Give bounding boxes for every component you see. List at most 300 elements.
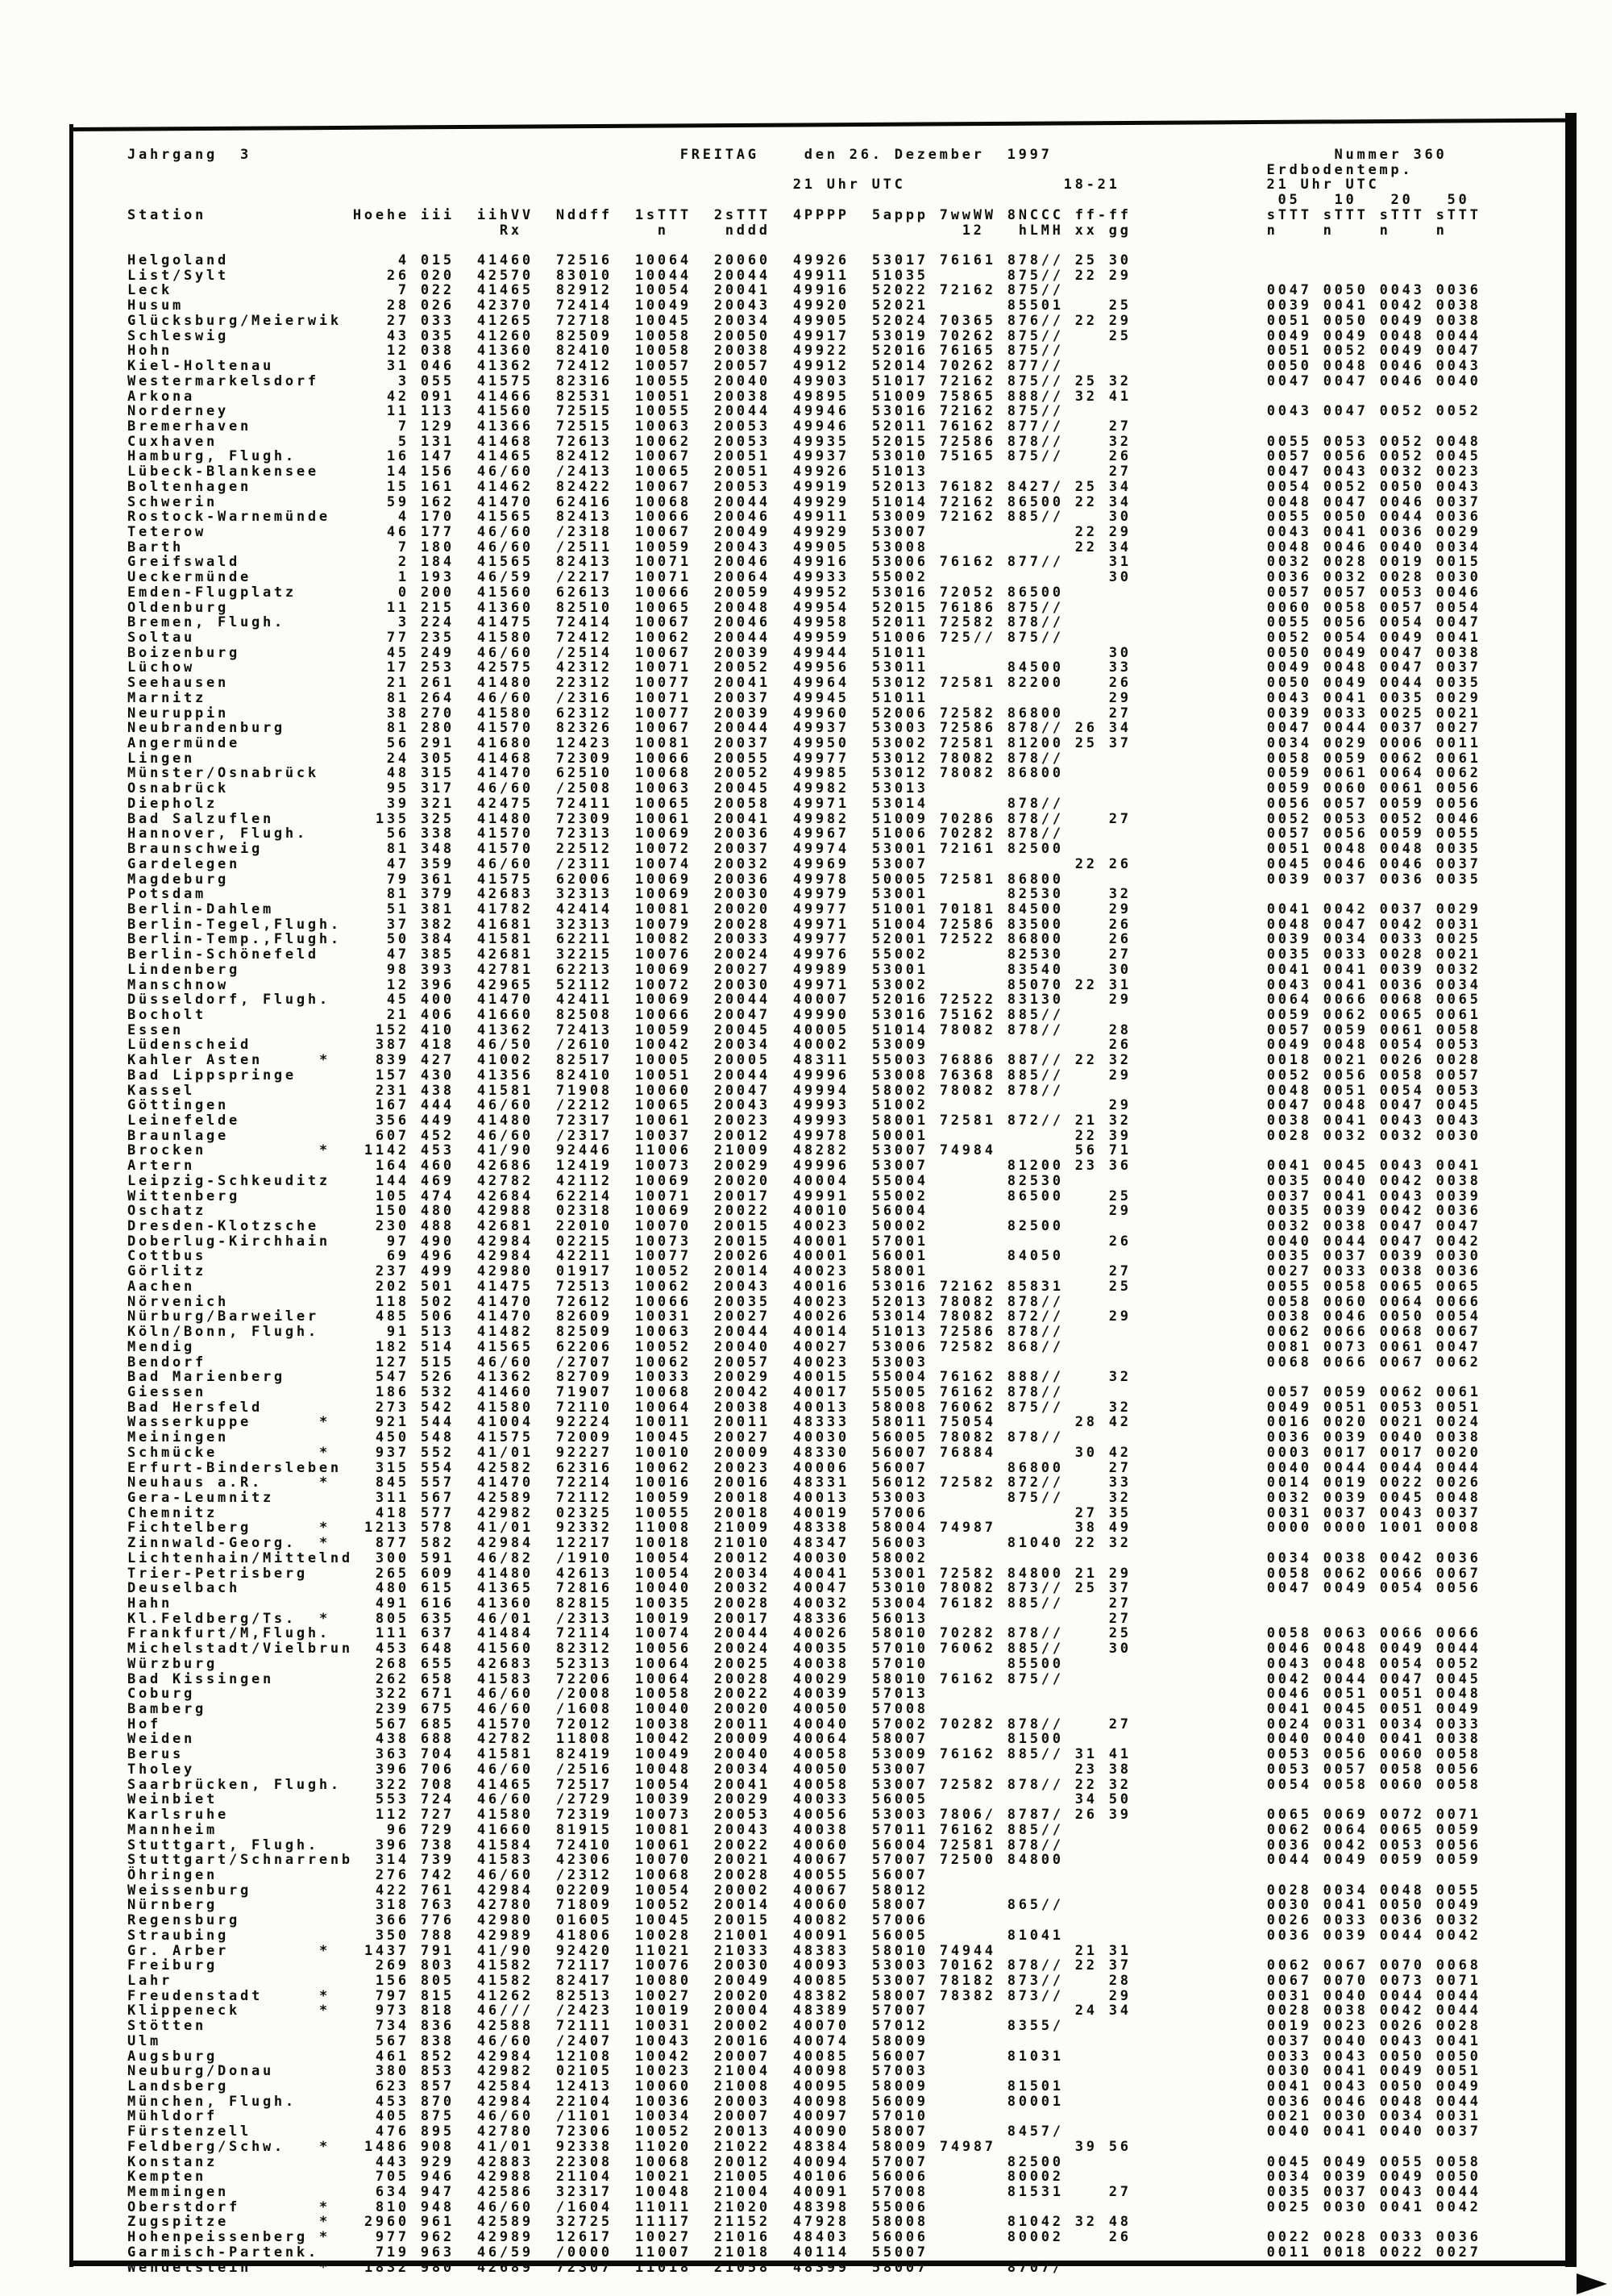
soiltemp-50: 0046 (1435, 584, 1481, 601)
soiltemp-10: 0047 (1323, 403, 1369, 420)
nddff-group: 52112 (555, 976, 613, 993)
station-height: 314 (375, 1852, 409, 1869)
wind-xx: 26 (1074, 720, 1098, 737)
soiltemp-05: 0032 (1266, 554, 1312, 571)
cloud-8nccc: 875// (1007, 403, 1064, 420)
soiltemp-05: 0047 (1266, 1580, 1312, 1597)
subheader-12: 12 (962, 222, 985, 239)
wind-gg: 29 (1108, 267, 1132, 284)
soiltemp-10: 0046 (1323, 539, 1369, 555)
tendency-5appp: 52016 (871, 992, 929, 1009)
station-name: Memmingen (127, 2184, 229, 2201)
tendency-5appp: 58012 (871, 1882, 929, 1899)
tendency-5appp: 53014 (871, 1308, 929, 1325)
iihvv-group: 41575 (476, 372, 534, 389)
station-number: 671 (420, 1686, 455, 1703)
temp-1sttt: 10066 (634, 750, 692, 767)
temp-1sttt: 10081 (634, 901, 692, 917)
station-number: 788 (420, 1927, 455, 1944)
soiltemp-50: 0011 (1435, 735, 1481, 752)
wind-gg: 27 (1108, 418, 1132, 435)
soiltemp-05: 0043 (1266, 976, 1312, 993)
soiltemp-05: 0057 (1266, 1383, 1312, 1400)
station-name: Berlin-Dahlem (127, 901, 274, 917)
nddff-group: 62510 (555, 765, 613, 782)
wind-gg: 27 (1108, 1610, 1132, 1627)
soiltemp-10: 0040 (1323, 2032, 1369, 2049)
nddff-group: 42411 (555, 992, 613, 1009)
nddff-group: 01917 (555, 1263, 613, 1280)
wind-gg: 32 (1108, 1113, 1132, 1129)
temp-1sttt: 10036 (634, 2093, 692, 2110)
station-row (127, 555, 1481, 570)
station-row (127, 812, 1481, 827)
soiltemp-10: 0052 (1323, 343, 1369, 360)
station-height: 453 (375, 2093, 409, 2110)
station-row (127, 1129, 1481, 1144)
soiltemp-05: 0024 (1266, 1716, 1312, 1732)
station-name: Lingen (127, 750, 195, 767)
soiltemp-10: 0044 (1323, 1670, 1369, 1687)
temp-1sttt: 10037 (634, 1127, 692, 1144)
station-number: 853 (420, 2063, 455, 2080)
iihvv-group: 46/60 (476, 1866, 534, 1883)
wind-gg: 41 (1108, 388, 1132, 405)
station-name: Hohn (127, 343, 172, 360)
soiltemp-10: 0047 (1323, 372, 1369, 389)
temp-1sttt: 10065 (634, 795, 692, 812)
station-height: 438 (375, 1731, 409, 1748)
weather-7wwww: 74987 (939, 1520, 996, 1537)
soiltemp-10: 0051 (1323, 1399, 1369, 1416)
station-name: Regensburg (127, 1912, 240, 1929)
soiltemp-50: 0035 (1435, 841, 1481, 858)
soiltemp-10: 0038 (1323, 2003, 1369, 2019)
nddff-group: 92338 (555, 2138, 613, 2155)
pressure-4pppp: 40038 (792, 1655, 850, 1672)
cloud-8nccc: 81031 (1007, 2048, 1064, 2065)
wind-gg: 42 (1108, 1444, 1132, 1461)
station-height: 164 (375, 1158, 409, 1175)
station-row (127, 1551, 1481, 1566)
pressure-4pppp: 49944 (792, 644, 850, 661)
soiltemp-20: 0026 (1379, 2018, 1425, 2035)
station-number: 444 (420, 1097, 455, 1114)
soiltemp-20: 0022 (1379, 2244, 1425, 2261)
nddff-group: /1101 (555, 2108, 613, 2125)
cloud-8nccc: 875// (1007, 448, 1064, 465)
temp-2sttt: 21009 (713, 1142, 771, 1159)
mountain-station-flag: * (318, 1142, 330, 1159)
station-number: 170 (420, 509, 455, 526)
soiltemp-50: 0043 (1435, 358, 1481, 375)
station-number: 502 (420, 1293, 455, 1310)
pressure-4pppp: 40067 (792, 1882, 850, 1899)
pressure-4pppp: 40023 (792, 1293, 850, 1310)
weather-7wwww: 74944 (939, 1942, 996, 1959)
nddff-group: 62312 (555, 705, 613, 722)
soiltemp-50: 0027 (1435, 2244, 1481, 2261)
station-row (127, 1687, 1481, 1702)
pressure-4pppp: 40029 (792, 1670, 850, 1687)
temp-2sttt: 20046 (713, 614, 771, 631)
soiltemp-50: 0058 (1435, 2153, 1481, 2170)
station-number: 514 (420, 1338, 455, 1355)
soiltemp-05: 0034 (1266, 1549, 1312, 1566)
soiltemp-05: 0035 (1266, 1172, 1312, 1189)
station-number: 033 (420, 312, 455, 329)
wind-gg: 49 (1108, 1520, 1132, 1537)
soiltemp-50: 0054 (1435, 599, 1481, 616)
cloud-8nccc: 877// (1007, 554, 1064, 571)
weather-7wwww: 72162 (939, 493, 996, 510)
station-name: Bad Kissingen (127, 1670, 274, 1687)
station-row (127, 615, 1481, 630)
soiltemp-10: 0066 (1323, 1324, 1369, 1341)
iihvv-group: 41462 (476, 478, 534, 495)
nddff-group: 41806 (555, 1927, 613, 1944)
soiltemp-20: 0052 (1379, 433, 1425, 450)
soiltemp-20: 0034 (1379, 2108, 1425, 2125)
wind-xx: 30 (1074, 1444, 1098, 1461)
station-height: 98 (386, 961, 409, 978)
iihvv-group: 42984 (476, 2093, 534, 2110)
cloud-8nccc: 878// (1007, 810, 1064, 827)
nddff-group: 72413 (555, 1021, 613, 1038)
pressure-4pppp: 48403 (792, 2229, 850, 2246)
tendency-5appp: 52015 (871, 433, 929, 450)
station-number: 591 (420, 1549, 455, 1566)
station-row (127, 464, 1481, 480)
pressure-4pppp: 40098 (792, 2063, 850, 2080)
pressure-4pppp: 49971 (792, 976, 850, 993)
station-row (127, 1520, 1481, 1536)
weather-7wwww: 72586 (939, 1324, 996, 1341)
temp-2sttt: 20044 (713, 1324, 771, 1341)
nddff-group: 72718 (555, 312, 613, 329)
soiltemp-50: 0036 (1435, 1549, 1481, 1566)
soiltemp-10: 0037 (1323, 871, 1369, 888)
soiltemp-10: 0048 (1323, 1641, 1369, 1658)
station-number: 418 (420, 1037, 455, 1054)
iihvv-group: 41681 (476, 916, 534, 933)
soiltemp-20: 0064 (1379, 1293, 1425, 1310)
soiltemp-50: 0024 (1435, 1414, 1481, 1431)
station-name: Weiden (127, 1731, 195, 1748)
station-number: 655 (420, 1655, 455, 1672)
temp-1sttt: 11020 (634, 2138, 692, 2155)
station-row (127, 2124, 1481, 2140)
station-name: Fürstenzell (127, 2123, 251, 2140)
soiltemp-10: 0049 (1323, 1852, 1369, 1869)
cloud-8nccc: 84800 (1007, 1565, 1064, 1582)
soiltemp-05: 0051 (1266, 312, 1312, 329)
station-height: 265 (375, 1565, 409, 1582)
soiltemp-05: 0032 (1266, 1218, 1312, 1235)
pressure-4pppp: 40056 (792, 1807, 850, 1824)
soiltemp-10: 0049 (1323, 327, 1369, 344)
soiltemp-50: 0044 (1435, 2093, 1481, 2110)
station-number: 582 (420, 1535, 455, 1552)
pressure-4pppp: 49971 (792, 795, 850, 812)
soiltemp-50: 0052 (1435, 1655, 1481, 1672)
soiltemp-20: 0025 (1379, 705, 1425, 722)
station-name: Braunschweig (127, 841, 263, 858)
station-height: 97 (386, 1233, 409, 1250)
soiltemp-50: 0059 (1435, 1852, 1481, 1869)
nddff-group: 52313 (555, 1655, 613, 1672)
soiltemp-20: 0053 (1379, 1836, 1425, 1853)
wind-gg: 25 (1108, 1625, 1132, 1642)
pressure-4pppp: 48311 (792, 1052, 850, 1069)
pressure-4pppp: 48336 (792, 1610, 850, 1627)
pressure-4pppp: 49916 (792, 282, 850, 299)
weekday-label: FREITAG (679, 147, 759, 163)
soiltemp-05: 0035 (1266, 946, 1312, 963)
soiltemp-10: 0039 (1323, 1203, 1369, 1220)
col-header-sttt: sTTT (1323, 206, 1369, 223)
soiltemp-05: 0031 (1266, 1504, 1312, 1521)
iihvv-group: 42982 (476, 2063, 534, 2080)
wind-gg: 26 (1108, 855, 1132, 872)
soiltemp-50: 0061 (1435, 1383, 1481, 1400)
soiltemp-05: 0058 (1266, 1565, 1312, 1582)
soiltemp-20: 0043 (1379, 1188, 1425, 1204)
iihvv-group: 41470 (476, 765, 534, 782)
soiltemp-20: 0042 (1379, 297, 1425, 314)
station-number: 557 (420, 1475, 455, 1491)
station-height: 422 (375, 1882, 409, 1899)
station-row (127, 1098, 1481, 1113)
iihvv-group: 41484 (476, 1625, 534, 1642)
wind-gg: 41 (1108, 1746, 1132, 1763)
iihvv-group: 42980 (476, 1912, 534, 1929)
soiltemp-50: 0041 (1435, 2032, 1481, 2049)
iihvv-group: 41581 (476, 1746, 534, 1763)
iihvv-group: 42681 (476, 1218, 534, 1235)
station-name: Brocken (127, 1142, 206, 1159)
wind-gg: 29 (1108, 523, 1132, 540)
wind-xx: 22 (1074, 539, 1098, 555)
temp-2sttt: 20022 (713, 1836, 771, 1853)
station-number: 791 (420, 1942, 455, 1959)
soiltemp-10: 0043 (1323, 464, 1369, 480)
weather-7wwww: 70262 (939, 327, 996, 344)
temp-2sttt: 20042 (713, 1383, 771, 1400)
cloud-8nccc: 86800 (1007, 705, 1064, 722)
iihvv-group: 42782 (476, 1172, 534, 1189)
station-row (127, 1868, 1481, 1883)
soiltemp-50: 0020 (1435, 1444, 1481, 1461)
temp-2sttt: 21020 (713, 2198, 771, 2215)
station-row (127, 1536, 1481, 1551)
soiltemp-05: 0030 (1266, 1897, 1312, 1914)
soiltemp-20: 0040 (1379, 2123, 1425, 2140)
weather-7wwww: 72581 (939, 735, 996, 752)
weather-7wwww: 76165 (939, 343, 996, 360)
iihvv-group: 41560 (476, 403, 534, 420)
station-name: Gera-Leumnitz (127, 1489, 274, 1506)
pressure-4pppp: 48384 (792, 2138, 850, 2155)
soiltemp-05: 0045 (1266, 855, 1312, 872)
station-name: Marnitz (127, 689, 206, 706)
tendency-5appp: 52001 (871, 931, 929, 948)
nddff-group: /2312 (555, 1866, 613, 1883)
soiltemp-50: 0044 (1435, 1641, 1481, 1658)
soiltemp-50: 0067 (1435, 1324, 1481, 1341)
temp-1sttt: 10031 (634, 1308, 692, 1325)
subheader-n: n (1266, 222, 1278, 239)
wind-gg: 32 (1108, 372, 1132, 389)
tendency-5appp: 58008 (871, 2214, 929, 2231)
column-header-line (127, 208, 1481, 223)
iihvv-group: 41575 (476, 1429, 534, 1446)
station-row (127, 2261, 1481, 2276)
temp-1sttt: 10064 (634, 1399, 692, 1416)
station-row (127, 1340, 1481, 1355)
station-name: Hohenpeissenberg (127, 2229, 308, 2246)
pressure-4pppp: 40004 (792, 1172, 850, 1189)
station-name: Meiningen (127, 1429, 229, 1446)
soiltemp-05: 0048 (1266, 916, 1312, 933)
station-row (127, 630, 1481, 646)
station-height: 26 (386, 267, 409, 284)
station-height: 150 (375, 1203, 409, 1220)
iihvv-group: 46/60 (476, 2108, 534, 2125)
wind-xx: 22 (1074, 1535, 1098, 1552)
temp-2sttt: 20034 (713, 1565, 771, 1582)
station-height: 42 (386, 388, 409, 405)
cloud-8nccc: 885// (1007, 1006, 1064, 1023)
station-number: 544 (420, 1414, 455, 1431)
temp-2sttt: 21033 (713, 1942, 771, 1959)
temp-2sttt: 20041 (713, 675, 771, 692)
station-row (127, 963, 1481, 978)
soiltemp-20: 0050 (1379, 2078, 1425, 2094)
temp-2sttt: 20015 (713, 1233, 771, 1250)
cloud-8nccc: 887// (1007, 1052, 1064, 1069)
temp-2sttt: 20041 (713, 810, 771, 827)
soiltemp-10: 0053 (1323, 433, 1369, 450)
nddff-group: 32215 (555, 946, 613, 963)
tendency-5appp: 55007 (871, 2244, 929, 2261)
station-row (127, 359, 1481, 374)
soiltemp-50: 0045 (1435, 1670, 1481, 1687)
station-height: 156 (375, 1972, 409, 1989)
station-number: 427 (420, 1052, 455, 1069)
station-name: Öhringen (127, 1866, 218, 1883)
iihvv-group: 42980 (476, 1263, 534, 1280)
soiltemp-20: 0054 (1379, 614, 1425, 631)
station-name: Neubrandenburg (127, 720, 285, 737)
station-row (127, 1989, 1481, 2004)
soiltemp-50: 0047 (1435, 1218, 1481, 1235)
wind-gg: 29 (1108, 1067, 1132, 1084)
wind-gg: 25 (1108, 1188, 1132, 1204)
wind-gg: 26 (1108, 2229, 1132, 2246)
temp-2sttt: 20040 (713, 372, 771, 389)
station-number: 688 (420, 1731, 455, 1748)
soiltemp-20: 1001 (1379, 1520, 1425, 1537)
subheader-n: n (1379, 222, 1391, 239)
station-height: 810 (375, 2198, 409, 2215)
soiltemp-50: 0029 (1435, 689, 1481, 706)
station-name: Greifswald (127, 554, 240, 571)
wind-xx: 23 (1074, 1761, 1098, 1778)
pressure-4pppp: 49911 (792, 509, 850, 526)
station-number: 200 (420, 584, 455, 601)
station-number: 895 (420, 2123, 455, 2140)
temp-1sttt: 10054 (634, 1565, 692, 1582)
iihvv-group: 41570 (476, 720, 534, 737)
station-number: 305 (420, 750, 455, 767)
wind-gg: 30 (1108, 1641, 1132, 1658)
temp-1sttt: 10054 (634, 1776, 692, 1793)
station-name: Dresden-Klotzsche (127, 1218, 319, 1235)
soiltemp-10: 0028 (1323, 2229, 1369, 2246)
iihvv-group: 46/60 (476, 1127, 534, 1144)
soiltemp-10: 0030 (1323, 2198, 1369, 2215)
temp-2sttt: 20036 (713, 826, 771, 842)
pressure-4pppp: 40007 (792, 992, 850, 1009)
soiltemp-20: 0066 (1379, 1625, 1425, 1642)
pressure-4pppp: 47928 (792, 2214, 850, 2231)
station-name: Husum (127, 297, 184, 314)
wind-gg: 28 (1108, 1021, 1132, 1038)
pressure-4pppp: 40013 (792, 1489, 850, 1506)
temp-1sttt: 10067 (634, 720, 692, 737)
soiltemp-50: 0049 (1435, 2078, 1481, 2094)
station-number: 739 (420, 1852, 455, 1869)
cloud-8nccc: 81041 (1007, 1927, 1064, 1944)
temp-2sttt: 20035 (713, 1293, 771, 1310)
pressure-4pppp: 49982 (792, 810, 850, 827)
pressure-4pppp: 40070 (792, 2018, 850, 2035)
station-height: 12 (386, 343, 409, 360)
temp-2sttt: 20012 (713, 1127, 771, 1144)
temp-2sttt: 20030 (713, 1957, 771, 1974)
temp-1sttt: 10065 (634, 464, 692, 480)
temp-2sttt: 20048 (713, 599, 771, 616)
tendency-5appp: 56005 (871, 1429, 929, 1446)
cloud-8nccc: 878// (1007, 1082, 1064, 1099)
station-name: Göttingen (127, 1097, 229, 1114)
pressure-4pppp: 40060 (792, 1897, 850, 1914)
weather-7wwww: 75165 (939, 448, 996, 465)
cloud-8nccc: 83130 (1007, 992, 1064, 1009)
station-number: 961 (420, 2214, 455, 2231)
station-height: 17 (386, 659, 409, 676)
cloud-8nccc: 873// (1007, 1972, 1064, 1989)
station-number: 675 (420, 1701, 455, 1718)
tendency-5appp: 57010 (871, 2108, 929, 2125)
nddff-group: 82419 (555, 1746, 613, 1763)
temp-1sttt: 10010 (634, 1444, 692, 1461)
temp-1sttt: 10076 (634, 946, 692, 963)
station-number: 091 (420, 388, 455, 405)
nddff-group: 72114 (555, 1625, 613, 1642)
iihvv-group: 41581 (476, 931, 534, 948)
tendency-5appp: 56013 (871, 1610, 929, 1627)
cloud-8nccc: 86500 (1007, 584, 1064, 601)
weather-7wwww: 75865 (939, 388, 996, 405)
iihvv-group: 42883 (476, 2153, 534, 2170)
soiltemp-10: 0041 (1323, 976, 1369, 993)
soiltemp-05: 0062 (1266, 1957, 1312, 1974)
pressure-4pppp: 49990 (792, 1006, 850, 1023)
station-number: 578 (420, 1520, 455, 1537)
temp-2sttt: 21152 (713, 2214, 771, 2231)
